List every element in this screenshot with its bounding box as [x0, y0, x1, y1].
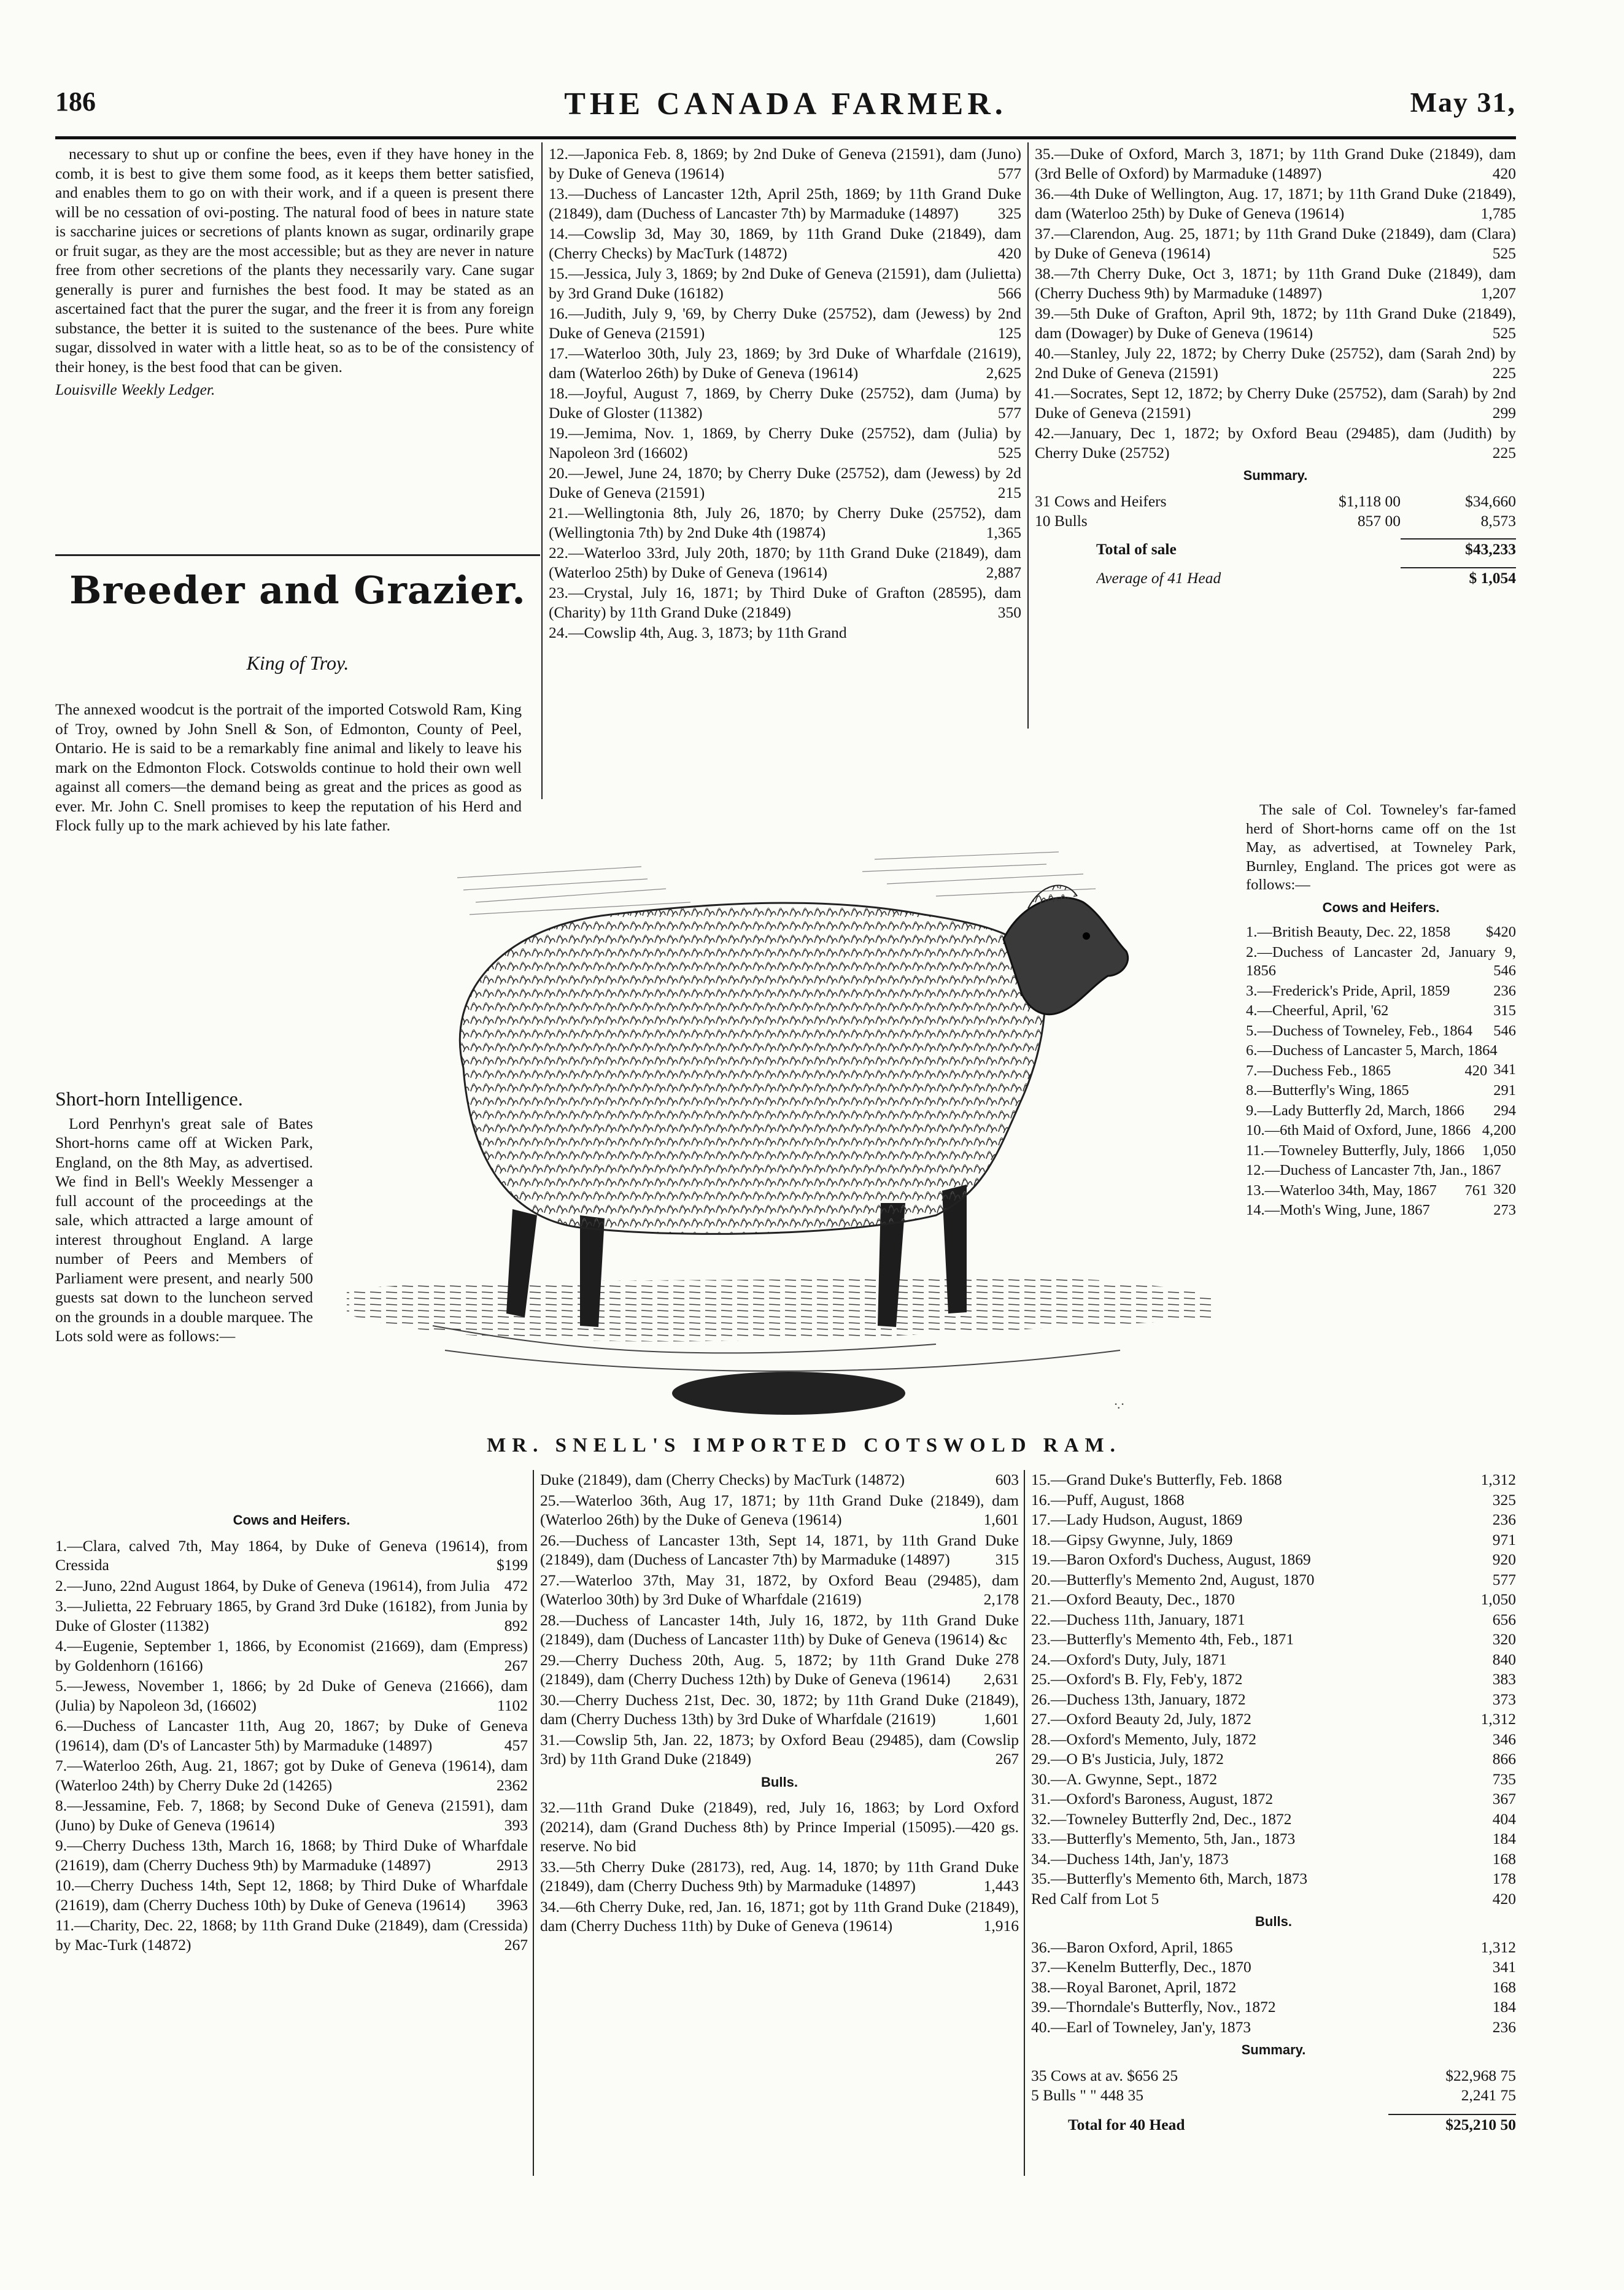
lot-row — [1031, 1490, 1516, 1510]
lot-row — [1031, 1650, 1516, 1669]
lot-price: 525 — [997, 443, 1021, 462]
towneley-bulls-heading: Bulls. — [1255, 1914, 1292, 1929]
lot-description: 39.—Thorndale's Butterfly, Nov., 1872 — [1031, 1998, 1276, 2016]
lot-price: 4,200 — [1482, 1122, 1516, 1139]
lot-price: 3963 — [497, 1895, 528, 1914]
lot-entry — [1035, 184, 1516, 223]
summary-row: 31 Cows and Heifers $1,118 00 $34,660 — [1035, 492, 1516, 510]
lot-price: 184 — [1492, 1998, 1516, 2016]
lot-price: $199 — [497, 1556, 528, 1574]
lot-entry — [549, 344, 1021, 382]
lot-entry — [1246, 1062, 1516, 1081]
lot-row — [1031, 1590, 1516, 1609]
lot-price: 1102 — [497, 1696, 528, 1714]
lot-price: 2,625 — [986, 363, 1021, 382]
lot-price: 178 — [1492, 1870, 1516, 1887]
lot-entry — [55, 1536, 528, 1575]
lot-description: 33.—5th Cherry Duke (28173), red, Aug. 14, 1870; by 11th Grand Duke (21849), dam (Cherry Duchess 9th) by Marmaduke (14897) — [540, 1857, 1019, 1895]
lot-description: 31.—Cowslip 5th, Jan. 22, 1873; by Oxford Beau (29485), dam (Cowslip 3rd) by 11th Grand Duke (21849) — [540, 1730, 1019, 1768]
lot-entry — [1246, 1102, 1516, 1121]
lot-price: 577 — [1492, 1570, 1516, 1588]
lot-price: 346 — [1492, 1730, 1516, 1748]
lot-description: 16.—Judith, July 9, '69, by Cherry Duke (25752), dam (Jewess) by 2nd Duke of Geneva (21591) — [549, 304, 1021, 342]
lot-description: 13.—Duchess of Lancaster 12th, April 25th, 1869; by 11th Grand Duke (21849), dam (Duchess of Lancaster 7th) by Marmaduke (14897) — [549, 185, 1021, 222]
lot-price: 1,443 — [983, 1877, 1019, 1895]
left-bottom-lots — [55, 1507, 528, 1955]
lot-description: 40.—Earl of Towneley, Jan'y, 1873 — [1031, 2017, 1251, 2036]
lot-entry — [1246, 1121, 1516, 1140]
towneley-sale-article — [1246, 801, 1516, 1221]
lot-description: 18.—Gipsy Gwynne, July, 1869 — [1031, 1530, 1233, 1549]
lot-description: 14.—Moth's Wing, June, 1867 — [1246, 1202, 1430, 1218]
lot-description: 27.—Waterloo 37th, May 31, 1872, by Oxford Beau (29485), dam (Waterloo 30th) by 3rd Duke of Wharfdale (21619) — [540, 1571, 1019, 1608]
lot-price: 1,207 — [1480, 284, 1516, 302]
lot-description: 16.—Puff, August, 1868 — [1031, 1490, 1185, 1509]
lot-price: 920 — [1492, 1550, 1516, 1568]
lot-description: 8.—Jessamine, Feb. 7, 1868; by Second Duke of Geneva (21591), dam (Juno) by Duke of Geneva (19614) — [55, 1797, 528, 1834]
lot-price: 892 — [504, 1616, 528, 1634]
illustration-caption: MR. SNELL'S IMPORTED COTSWOLD RAM. — [487, 1434, 1121, 1456]
lot-entry — [549, 463, 1021, 502]
lot-price: 525 — [1492, 323, 1516, 342]
lot-description: 28.—Duchess of Lancaster 14th, July 16, 1872, by 11th Grand Duke (21849), dam (Duchess of Lancaster 11th) by Duke of Geneva (19614) &c — [540, 1611, 1019, 1648]
lot-entry — [1246, 1182, 1516, 1201]
page-number: 186 — [55, 87, 96, 117]
lot-entry — [540, 1798, 1019, 1856]
lot-row — [1031, 1470, 1516, 1490]
lot-price: 525 — [1492, 244, 1516, 262]
article-title: King of Troy. — [246, 652, 349, 674]
towneley-total: Total for 40 Head $25,210 50 — [1031, 2114, 1516, 2135]
lot-entry — [549, 224, 1021, 263]
lot-description: 10.—6th Maid of Oxford, June, 1866 — [1246, 1122, 1471, 1139]
towneley-summary-heading: Summary. — [1241, 2042, 1306, 2057]
lot-description: 30.—A. Gwynne, Sept., 1872 — [1031, 1770, 1218, 1788]
lot-description: 23.—Crystal, July 16, 1871; by Third Duke of Grafton (28595), dam (Charity) by 11th Grand Duke (21849) — [549, 584, 1021, 621]
column-rule-2 — [1027, 142, 1029, 729]
right-bottom-lots — [1031, 1470, 1516, 2135]
lot-description: 22.—Waterloo 33rd, July 20th, 1870; by 11th Grand Duke (21849), dam (Waterloo 25th) by Duke of Geneva (19614) — [549, 544, 1021, 581]
shorthorn-text: Lord Penrhyn's great sale of Bates Short-horns came off at Wicken Park, England, on the 8th May, as advertised. We find in Bell's Weekly Messenger a full account of the proceedings at the sale, which attracted a large amount of interest throughout England. A large number of Peers and Members of Parliament were present, and nearly 500 guests sat down to the luncheon served on the grounds in a double marquee. The Lots sold were as follows:— — [55, 1114, 313, 1345]
lot-entry — [540, 1611, 1019, 1668]
mid-top-lots — [549, 144, 1021, 644]
lot-entry — [1035, 224, 1516, 263]
lot-price: 373 — [1492, 1690, 1516, 1708]
lot-entry — [1246, 1022, 1516, 1041]
lot-description: 19.—Baron Oxford's Duchess, August, 1869 — [1031, 1550, 1311, 1568]
lot-entry — [549, 623, 1021, 643]
summary-heading: Summary. — [1243, 468, 1308, 483]
lot-price: 2,178 — [983, 1590, 1019, 1608]
penrhyn-bulls-heading: Bulls. — [761, 1774, 798, 1790]
lot-entry — [55, 1836, 528, 1874]
lot-row — [1031, 1749, 1516, 1769]
engraver-signature: ·.· — [1114, 1396, 1124, 1412]
lot-entry — [55, 1916, 528, 1954]
lot-price: 2362 — [497, 1776, 528, 1794]
lot-description: 28.—Oxford's Memento, July, 1872 — [1031, 1730, 1256, 1748]
lot-description: 12.—Duchess of Lancaster 7th, Jan., 1867 — [1246, 1162, 1501, 1178]
lot-entry — [549, 184, 1021, 223]
column-rule-4 — [1024, 1470, 1025, 2176]
lot-price: 225 — [1492, 363, 1516, 382]
lot-description: 21.—Oxford Beauty, Dec., 1870 — [1031, 1590, 1235, 1608]
lot-row — [1031, 1510, 1516, 1530]
lot-description: 5.—Duchess of Towneley, Feb., 1864 — [1246, 1022, 1473, 1039]
lot-description: 32.—Towneley Butterfly 2nd, Dec., 1872 — [1031, 1809, 1292, 1828]
shorthorn-title: Short-horn Intelligence. — [55, 1088, 243, 1110]
lot-price: $420 — [1486, 924, 1516, 940]
lot-price: 341 — [1493, 1061, 1516, 1078]
lot-entry — [540, 1470, 1019, 1490]
lot-price: 577 — [997, 164, 1021, 182]
total-of-sale: Total of sale $43,233 — [1035, 538, 1516, 559]
lot-price: 278 — [995, 1649, 1019, 1668]
lot-description: 29.—O B's Justicia, July, 1872 — [1031, 1750, 1224, 1768]
towneley-cows-heading: Cows and Heifers. — [1322, 899, 1440, 915]
lot-price: 566 — [997, 284, 1021, 302]
lot-row — [1031, 1709, 1516, 1729]
lot-row — [1031, 1730, 1516, 1749]
lot-price: 267 — [504, 1935, 528, 1954]
lot-price: 472 — [504, 1576, 528, 1595]
lot-description: 31.—Oxford's Baroness, August, 1872 — [1031, 1790, 1274, 1808]
summary-row: 10 Bulls 857 00 8,573 — [1035, 512, 1516, 530]
lot-price: 236 — [1492, 2017, 1516, 2036]
lot-description: 21.—Wellingtonia 8th, July 26, 1870; by Cherry Duke (25752), dam (Wellingtonia 7th) by 2nd Duke 4th (19874) — [549, 504, 1021, 541]
lot-row — [1031, 1889, 1516, 1909]
lot-price: 325 — [1492, 1490, 1516, 1509]
lot-price: 168 — [1492, 1849, 1516, 1868]
lot-entry — [549, 543, 1021, 582]
lot-description: 26.—Duchess 13th, January, 1872 — [1031, 1690, 1246, 1708]
lot-description: 36.—Baron Oxford, April, 1865 — [1031, 1938, 1233, 1956]
lot-description: 17.—Waterloo 30th, July 23, 1869; by 3rd Duke of Wharfdale (21619), dam (Waterloo 26th) by Duke of Geneva (19614) — [549, 344, 1021, 382]
lot-description: 23.—Butterfly's Memento 4th, Feb., 1871 — [1031, 1630, 1294, 1648]
lot-price: 1,050 — [1482, 1142, 1516, 1159]
penrhyn-cows-heading: Cows and Heifers. — [233, 1512, 350, 1528]
lot-description: 22.—Duchess 11th, January, 1871 — [1031, 1610, 1245, 1628]
towneley-summary — [1031, 2066, 1516, 2135]
lot-price: 420 — [1464, 1062, 1488, 1079]
lot-entry — [1246, 943, 1516, 981]
lot-price: 291 — [1493, 1082, 1516, 1099]
lot-entry — [55, 1876, 528, 1914]
lot-price: 273 — [1493, 1202, 1516, 1218]
lot-row — [1031, 1869, 1516, 1889]
lot-price: 350 — [997, 603, 1021, 621]
lot-price: 184 — [1492, 1830, 1516, 1847]
lot-price: 320 — [1493, 1180, 1516, 1197]
lot-entry — [55, 1596, 528, 1635]
king-of-troy-text: The annexed woodcut is the portrait of the imported Cotswold Ram, King of Troy, owned by John Snell & Son, of Edmonton, County of Peel, Ontario. He is said to be a remarkably fine animal and likely to leave his mark on the Edmonton Flock. Cotswolds continue to hold their own well against all comers—the demand being as great and the prices as good as ever. Mr. John C. Snell promises to keep the reputation of his Herd and Flock fully up to the mark achieved by his late father. — [55, 700, 522, 834]
lot-description: 7.—Duchess Feb., 1865 — [1246, 1062, 1391, 1079]
bees-text: necessary to shut up or confine the bees, even if they have honey in the comb, it is best to give them some food, as it keeps them better satisfied, and enables them to go on with their work, and if a queen is present there will be no cessation of ovi-posting. The natural food of bees in nature state is saccharine juices or secretions of plants known as sugar, ordinarily grape or fruit sugar, as they are the most accessible; but as they are never in nature free from other secretions of the plants they necessarily vary. Cane sugar generally is purer and furnishes the best food. It may be stated as an ascertained fact that the purer the sugar, and the freer it is from any foreign substance, the better it is suited to the sustenance of the bees. Pure white sugar, dissolved in water with a little heat, so as to be of the consistency of their honey, is the best food that can be given. — [55, 145, 534, 376]
department-title: Breeder and Grazier. — [69, 568, 526, 613]
lot-description: 11.—Charity, Dec. 22, 1868; by 11th Grand Duke (21849), dam (Cressida) by Mac-Turk (14872) — [55, 1916, 528, 1954]
lot-price: 546 — [1493, 1022, 1516, 1039]
lot-price: 2,631 — [983, 1670, 1019, 1688]
lot-price: 236 — [1493, 982, 1516, 999]
lot-description: 35.—Duke of Oxford, March 3, 1871; by 11th Grand Duke (21849), dam (3rd Belle of Oxford) by Marmaduke (14897) — [1035, 145, 1516, 182]
lot-description: 40.—Stanley, July 22, 1872; by Cherry Duke (25752), dam (Sarah 2nd) by 2nd Duke of Geneva (21591) — [1035, 344, 1516, 382]
lot-price: 1,601 — [983, 1710, 1019, 1728]
lot-row — [1031, 1829, 1516, 1849]
lot-description: 33.—Butterfly's Memento, 5th, Jan., 1873 — [1031, 1830, 1296, 1847]
lot-price: 577 — [997, 403, 1021, 422]
lot-entry — [1246, 1142, 1516, 1161]
lot-price: 341 — [1492, 1958, 1516, 1976]
mid-bottom-lots — [540, 1470, 1019, 1937]
lot-description: 6.—Duchess of Lancaster 11th, Aug 20, 1867; by Duke of Geneva (19614), dam (D's of Lancaster 5th) by Marmaduke (14897) — [55, 1717, 528, 1754]
lot-entry — [1035, 264, 1516, 303]
lot-description: 7.—Waterloo 26th, Aug. 21, 1867; got by Duke of Geneva (19614), dam (Waterloo 24th) by Cherry Duke 2d (14265) — [55, 1757, 528, 1794]
lot-row — [1031, 1938, 1516, 1957]
lot-price: 267 — [504, 1656, 528, 1674]
lot-entry — [55, 1716, 528, 1755]
lot-description: 2.—Juno, 22nd August 1864, by Duke of Geneva (19614), from Julia — [55, 1576, 490, 1595]
lot-entry — [549, 304, 1021, 342]
lot-price: 236 — [1492, 1511, 1516, 1528]
issue-date: May 31, — [1410, 87, 1516, 118]
lot-description: 32.—11th Grand Duke (21849), red, July 16, 1863; by Lord Oxford (20214), dam (Grand Duchess 8th) by Prince Imperial (15095).—420 gs. reserve. No bid — [540, 1798, 1019, 1855]
lot-description: 37.—Clarendon, Aug. 25, 1871; by 11th Grand Duke (21849), dam (Clara) by Duke of Geneva (19614) — [1035, 225, 1516, 262]
lot-price: 393 — [504, 1816, 528, 1834]
lot-entry — [55, 1576, 528, 1596]
lot-entry — [549, 424, 1021, 462]
lot-entry — [540, 1571, 1019, 1609]
lot-price: 1,050 — [1480, 1590, 1516, 1608]
lot-row — [1031, 1957, 1516, 1977]
lot-description: 24.—Oxford's Duty, July, 1871 — [1031, 1650, 1227, 1668]
lot-description: 15.—Jessica, July 3, 1869; by 2nd Duke of Geneva (21591), dam (Julietta) by 3rd Grand Duke (16182) — [549, 265, 1021, 302]
lot-price: 971 — [1492, 1530, 1516, 1549]
lot-description: 38.—Royal Baronet, April, 1872 — [1031, 1978, 1237, 1996]
lot-price: 225 — [1492, 443, 1516, 462]
lot-description: Red Calf from Lot 5 — [1031, 1889, 1159, 1908]
lot-price: 2913 — [497, 1855, 528, 1874]
lot-description: 34.—Duchess 14th, Jan'y, 1873 — [1031, 1849, 1229, 1868]
lot-description: 9.—Cherry Duchess 13th, March 16, 1868; by Third Duke of Wharfdale (21619), dam (Cherry Duchess 9th) by Marmaduke (14897) — [55, 1836, 528, 1874]
sale-summary — [1035, 492, 1516, 588]
lot-price: 1,601 — [983, 1511, 1019, 1528]
lot-description: 4.—Cheerful, April, '62 — [1246, 1002, 1389, 1019]
lot-row — [1031, 1770, 1516, 1789]
shorthorn-article — [55, 1083, 313, 1350]
cotswold-ram-illustration — [322, 810, 1237, 1430]
lot-description: 3.—Frederick's Pride, April, 1859 — [1246, 982, 1450, 999]
lot-row — [1031, 2017, 1516, 2037]
lot-description: 35.—Butterfly's Memento 6th, March, 1873 — [1031, 1870, 1308, 1887]
lot-price: 320 — [1492, 1630, 1516, 1648]
lot-description: 27.—Oxford Beauty 2d, July, 1872 — [1031, 1710, 1251, 1728]
lot-description: 37.—Kenelm Butterfly, Dec., 1870 — [1031, 1958, 1251, 1976]
lot-price: 761 — [1464, 1182, 1488, 1199]
lot-price: 294 — [1493, 1102, 1516, 1119]
lot-description: 2.—Duchess of Lancaster 2d, January 9, 1856 — [1246, 943, 1516, 979]
lot-price: 546 — [1493, 962, 1516, 979]
lot-description: 12.—Japonica Feb. 8, 1869; by 2nd Duke of Geneva (21591), dam (Juno) by Duke of Geneva (19614) — [549, 145, 1021, 182]
lot-entry — [1246, 1002, 1516, 1021]
lot-description: 20.—Jewel, June 24, 1870; by Cherry Duke (25752), dam (Jewess) by 2d Duke of Geneva (21591) — [549, 464, 1021, 501]
lot-description: 15.—Grand Duke's Butterfly, Feb. 1868 — [1031, 1471, 1282, 1488]
header-rule — [55, 136, 1516, 139]
lot-description: 14.—Cowslip 3d, May 30, 1869, by 11th Grand Duke (21849), dam (Cherry Checks) by MacTurk (14872) — [549, 225, 1021, 262]
lot-description: 8.—Butterfly's Wing, 1865 — [1246, 1082, 1409, 1099]
lot-description: 20.—Butterfly's Memento 2nd, August, 1870 — [1031, 1570, 1315, 1588]
lot-description: 4.—Eugenie, September 1, 1866, by Economist (21669), dam (Empress) by Goldenhorn (16166) — [55, 1637, 528, 1674]
lot-price: 125 — [997, 323, 1021, 342]
lot-entry — [1035, 344, 1516, 382]
lot-entry — [549, 264, 1021, 303]
lot-price: 1,785 — [1480, 204, 1516, 222]
masthead: THE CANADA FARMER. — [564, 87, 1007, 122]
lot-entry — [540, 1730, 1019, 1769]
lot-price: 840 — [1492, 1650, 1516, 1668]
lot-price: 457 — [504, 1736, 528, 1754]
lot-row — [1031, 1530, 1516, 1550]
lot-description: 25.—Oxford's B. Fly, Feb'y, 1872 — [1031, 1670, 1243, 1688]
lot-price: 1,365 — [986, 523, 1021, 541]
lot-row — [1031, 1630, 1516, 1649]
lot-description: 17.—Lady Hudson, August, 1869 — [1031, 1511, 1243, 1528]
lot-price: 315 — [995, 1550, 1019, 1568]
lot-price: 267 — [995, 1750, 1019, 1768]
lot-entry — [1035, 304, 1516, 342]
lot-entry — [540, 1857, 1019, 1896]
bees-article — [55, 144, 534, 403]
lot-description: 24.—Cowslip 4th, Aug. 3, 1873; by 11th Grand — [549, 624, 847, 641]
bees-source: Louisville Weekly Ledger. — [55, 381, 215, 398]
lot-entry — [549, 583, 1021, 622]
lot-price: 603 — [995, 1471, 1019, 1488]
lot-description: 26.—Duchess of Lancaster 13th, Sept 14, 1871, by 11th Grand Duke (21849), dam (Duchess of Lancaster 7th) by Marmaduke (14897) — [540, 1531, 1019, 1568]
lot-description: 38.—7th Cherry Duke, Oct 3, 1871; by 11th Grand Duke (21849), dam (Cherry Duchess 9th) by Marmaduke (14897) — [1035, 265, 1516, 302]
lot-price: 656 — [1492, 1610, 1516, 1628]
lot-description: 34.—6th Cherry Duke, red, Jan. 16, 1871; got by 11th Grand Duke (21849), dam (Cherry Duchess 11th) by Duke of Geneva (19614) — [540, 1897, 1019, 1935]
lot-entry — [540, 1650, 1019, 1689]
section-rule — [55, 554, 540, 556]
lot-row — [1031, 1849, 1516, 1869]
lot-entry — [540, 1531, 1019, 1569]
lot-description: 3.—Julietta, 22 February 1865, by Grand 3rd Duke (16182), from Junia by Duke of Gloster (11382) — [55, 1597, 528, 1634]
lot-entry — [55, 1756, 528, 1795]
lot-price: 367 — [1492, 1790, 1516, 1808]
lot-description: 39.—5th Duke of Grafton, April 9th, 1872; by 11th Grand Duke (21849), dam (Dowager) by Duke of Geneva (19614) — [1035, 304, 1516, 342]
lot-entry — [1246, 982, 1516, 1001]
lot-description: 18.—Joyful, August 7, 1869, by Cherry Duke (25752), dam (Juma) by Duke of Gloster (11382) — [549, 384, 1021, 422]
lot-price: 866 — [1492, 1750, 1516, 1768]
lot-entry — [1246, 1201, 1516, 1220]
lot-description: 9.—Lady Butterfly 2d, March, 1866 — [1246, 1102, 1464, 1119]
lot-description: 19.—Jemima, Nov. 1, 1869, by Cherry Duke (25752), dam (Julia) by Napoleon 3rd (16602) — [549, 424, 1021, 462]
lot-entry — [1246, 1081, 1516, 1101]
lot-description: 6.—Duchess of Lancaster 5, March, 1864 — [1246, 1042, 1498, 1059]
lot-description: 30.—Cherry Duchess 21st, Dec. 30, 1872; by 11th Grand Duke (21849), dam (Cherry Duchess 13th) by 3rd Duke of Wharfdale (21619) — [540, 1690, 1019, 1728]
column-rule-1 — [541, 142, 543, 799]
lot-price: 1,312 — [1480, 1938, 1516, 1956]
lot-entry — [1035, 144, 1516, 183]
lot-description: Duke (21849), dam (Cherry Checks) by MacTurk (14872) — [540, 1471, 905, 1488]
lot-row — [1031, 1809, 1516, 1829]
lot-description: 41.—Socrates, Sept 12, 1872; by Cherry Duke (25752), dam (Sarah) by 2nd Duke of Geneva (21591) — [1035, 384, 1516, 422]
lot-entry — [55, 1796, 528, 1835]
lot-description: 11.—Towneley Butterfly, July, 1866 — [1246, 1142, 1465, 1159]
towneley-intro: The sale of Col. Towneley's far-famed herd of Short-horns came off on the 1st May, as advertised, at Towneley Park, Burnley, England. The prices got were as follows:— — [1246, 802, 1516, 893]
lot-description: 42.—January, Dec 1, 1872; by Oxford Beau (29485), dam (Judith) by Cherry Duke (25752) — [1035, 424, 1516, 462]
lot-price: 383 — [1492, 1670, 1516, 1688]
lot-price: 168 — [1492, 1978, 1516, 1996]
lot-entry — [549, 503, 1021, 542]
lot-price: 420 — [1492, 164, 1516, 182]
lot-price: 2,887 — [986, 563, 1021, 581]
column-rule-3 — [533, 1470, 534, 2176]
lot-description: 13.—Waterloo 34th, May, 1867 — [1246, 1182, 1437, 1199]
lot-description: 25.—Waterloo 36th, Aug 17, 1871; by 11th Grand Duke (21849), dam (Waterloo 26th) by the Duke of Geneva (19614) — [540, 1491, 1019, 1528]
lot-description: 5.—Jewess, November 1, 1866; by 2d Duke of Geneva (21666), dam (Julia) by Napoleon 3d, (16602) — [55, 1677, 528, 1714]
lot-price: 1,916 — [983, 1917, 1019, 1935]
lot-price: 299 — [1492, 403, 1516, 422]
lot-price: 420 — [997, 244, 1021, 262]
lot-entry — [540, 1690, 1019, 1729]
lot-row — [1031, 1550, 1516, 1569]
lot-description: 1.—Clara, calved 7th, May 1864, by Duke of Geneva (19614), from Cressida — [55, 1536, 528, 1574]
lot-description: 10.—Cherry Duchess 14th, Sept 12, 1868; by Third Duke of Wharfdale (21619), dam (Cherry Duchess 10th) by Duke of Geneva (19614) — [55, 1876, 528, 1914]
lot-entry — [55, 1636, 528, 1675]
lot-price: 315 — [1493, 1002, 1516, 1019]
lot-price: 325 — [997, 204, 1021, 222]
right-top-lots — [1035, 144, 1516, 589]
lot-row — [1031, 1997, 1516, 2017]
summary-row: 5 Bulls " " 448 35 2,241 75 — [1031, 2086, 1516, 2104]
lot-price: 420 — [1492, 1889, 1516, 1908]
lot-entry — [540, 1491, 1019, 1530]
summary-row: 35 Cows at av. $656 25 $22,968 75 — [1031, 2066, 1516, 2084]
lot-row — [1031, 1789, 1516, 1809]
lot-price: 404 — [1492, 1809, 1516, 1828]
lot-price: 1,312 — [1480, 1471, 1516, 1488]
lot-row — [1031, 1570, 1516, 1590]
lot-description: 1.—British Beauty, Dec. 22, 1858 — [1246, 924, 1451, 940]
lot-row — [1031, 1690, 1516, 1709]
lot-description: 36.—4th Duke of Wellington, Aug. 17, 1871; by 11th Grand Duke (21849), dam (Waterloo 25th) by Duke of Geneva (19614) — [1035, 185, 1516, 222]
lot-entry — [55, 1676, 528, 1715]
lot-entry — [540, 1897, 1019, 1936]
lot-entry — [549, 144, 1021, 183]
lot-entry — [1035, 424, 1516, 462]
page-header — [55, 80, 1516, 135]
lot-entry — [1246, 923, 1516, 942]
lot-row — [1031, 1610, 1516, 1630]
lot-entry — [549, 384, 1021, 422]
lot-price: 215 — [997, 483, 1021, 501]
lot-row — [1031, 1978, 1516, 1997]
lot-description: 29.—Cherry Duchess 20th, Aug. 5, 1872; by 11th Grand Duke (21849), dam (Cherry Duchess 12th) by Duke of Geneva (19614) — [540, 1650, 989, 1688]
lot-price: 1,312 — [1480, 1710, 1516, 1728]
lot-entry — [1035, 384, 1516, 422]
average-per-head: Average of 41 Head $ 1,054 — [1035, 567, 1516, 588]
lot-row — [1031, 1669, 1516, 1689]
lot-price: 735 — [1492, 1770, 1516, 1788]
